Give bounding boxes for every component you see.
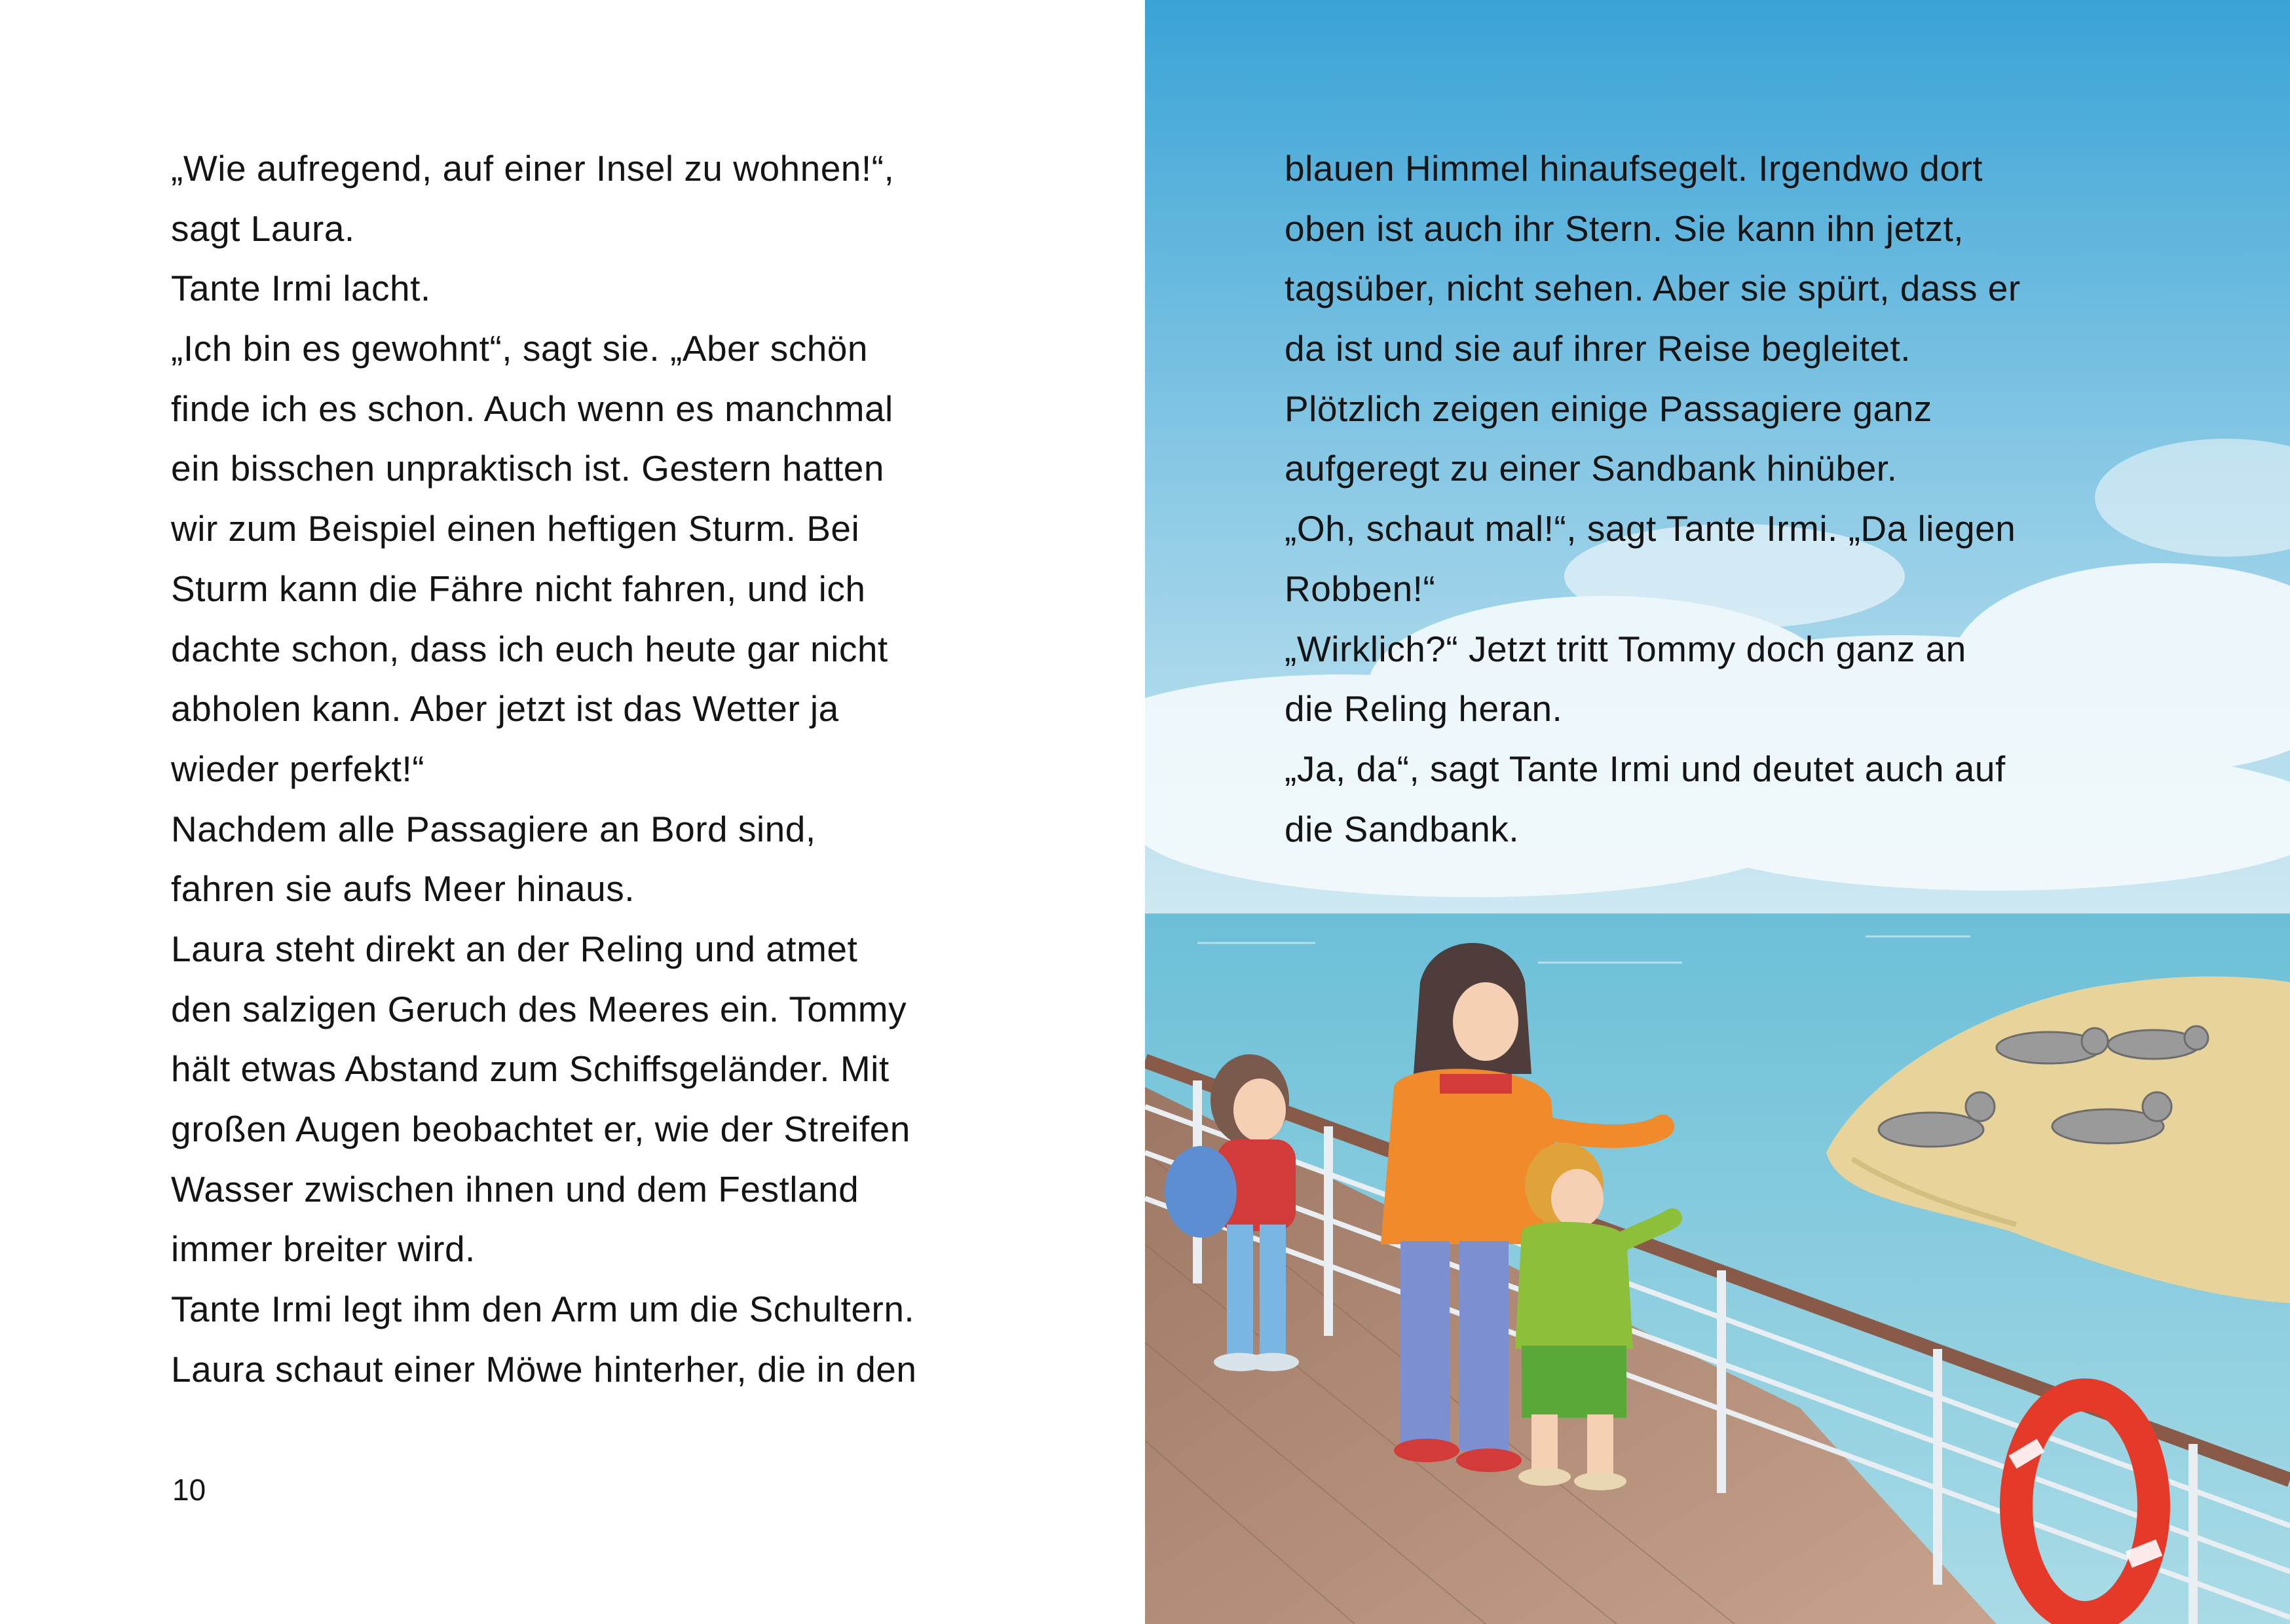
text-line: dachte schon, dass ich euch heute gar nicht — [171, 628, 888, 669]
text-line: fahren sie aufs Meer hinaus. — [171, 868, 635, 910]
text-line: Sturm kann die Fähre nicht fahren, und ich — [171, 568, 866, 609]
text-line: „Ich bin es gewohnt“, sagt sie. „Aber schön — [171, 328, 868, 369]
text-line: Plötzlich zeigen einige Passagiere ganz — [1285, 388, 1932, 429]
text-line: die Reling heran. — [1285, 688, 1563, 729]
text-line: da ist und sie auf ihrer Reise begleitet. — [1285, 328, 1911, 369]
text-line: ein bisschen unpraktisch ist. Gestern hatten — [171, 448, 884, 489]
page-number: 10 — [172, 1473, 206, 1507]
text-line: „Wirklich?“ Jetzt tritt Tommy doch ganz an — [1285, 628, 1966, 669]
text-line: sagt Laura. — [171, 208, 355, 249]
text-line: den salzigen Geruch des Meeres ein. Tommy — [171, 988, 907, 1029]
text-line: Laura schaut einer Möwe hinterher, die in den — [171, 1348, 917, 1390]
text-line: „Ja, da“, sagt Tante Irmi und deutet auch auf — [1285, 748, 2006, 789]
right-page-text — [1285, 139, 2021, 859]
text-line: Tante Irmi lacht. — [171, 268, 431, 309]
text-line: hält etwas Abstand zum Schiffsgeländer. Mit — [171, 1048, 890, 1090]
text-line: oben ist auch ihr Stern. Sie kann ihn jetzt, — [1285, 208, 1964, 249]
text-line: Wasser zwischen ihnen und dem Festland — [171, 1168, 859, 1209]
text-line: Robben!“ — [1285, 568, 1436, 609]
text-line: die Sandbank. — [1285, 808, 1520, 849]
left-page-text — [171, 139, 916, 1399]
text-line: Laura steht direkt an der Reling und atmet — [171, 928, 858, 969]
text-line: aufgeregt zu einer Sandbank hinüber. — [1285, 448, 1898, 489]
text-line: blauen Himmel hinaufsegelt. Irgendwo dort — [1285, 148, 1983, 189]
text-line: abholen kann. Aber jetzt ist das Wetter ja — [171, 688, 839, 729]
text-line: finde ich es schon. Auch wenn es manchmal — [171, 388, 893, 429]
text-line: wieder perfekt!“ — [171, 748, 425, 789]
text-line: wir zum Beispiel einen heftigen Sturm. Bei — [171, 508, 860, 549]
text-line: „Wie aufregend, auf einer Insel zu wohnen!“, — [171, 148, 895, 189]
text-line: Tante Irmi legt ihm den Arm um die Schultern. — [171, 1289, 915, 1330]
text-line: Nachdem alle Passagiere an Bord sind, — [171, 808, 816, 849]
text-line: „Oh, schaut mal!“, sagt Tante Irmi. „Da liegen — [1285, 508, 2016, 549]
right-page — [1145, 0, 2290, 1624]
text-line: tagsüber, nicht sehen. Aber sie spürt, dass er — [1285, 268, 2021, 309]
text-line: großen Augen beobachtet er, wie der Streifen — [171, 1109, 910, 1149]
text-line: immer breiter wird. — [171, 1228, 476, 1270]
